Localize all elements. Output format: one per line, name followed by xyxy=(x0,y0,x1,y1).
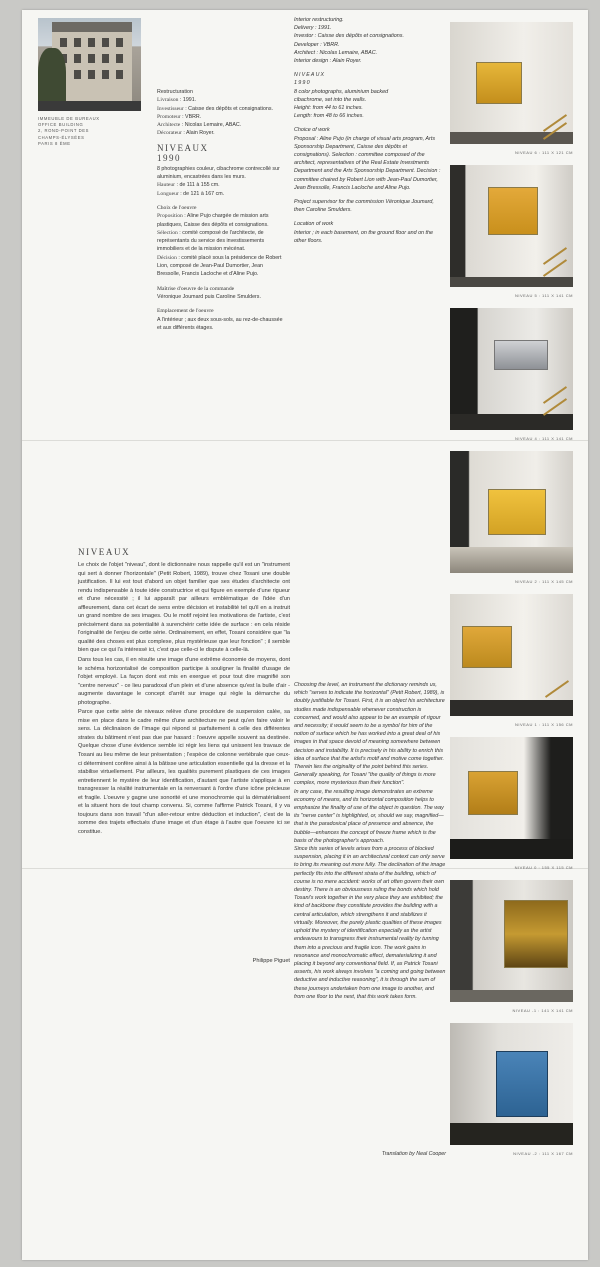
building-caption: IMMEUBLE DE BUREAUX OFFICE BUILDING 2, ROND-POINT DES CHAMPS-ÉLYSÉES PARIS 8 ÈME xyxy=(38,116,100,146)
photo-caption: NIVEAU -1 : 141 X 141 CM xyxy=(512,1008,573,1013)
artwork-photo xyxy=(450,165,573,287)
translation-credit: Translation by Neal Cooper xyxy=(381,1151,446,1157)
photo-caption: NIVEAU 0 : 155 X 115 CM xyxy=(514,865,573,870)
photo-caption: NIVEAU -2 : 111 X 167 CM xyxy=(513,1151,573,1156)
photo-caption: NIVEAU 2 : 111 X 145 CM xyxy=(514,579,573,584)
essay-paragraph: Parce que cette série de niveaux relève d'une procédure de suspension calée, sa mise en place dans le cadre même d'une architecture ne peut qu'en faire valoir le sens. La déclinaison de l'image qui répond si parfaitement à celle des différentes strates du bâtiment n'est pas due par hasard : l'oeuvre appelle souvent sa destinée. Quelque chose d'une évidence semble ici régir les liens qui unissent les travaux de Tosani au lieu même de leur présentation ; l'espèce de colonne vertébrale que ceux-ci déterminent confère ainsi à la bâtisse une articulation essentielle qui la dresse et la stabilise virtuellement. Par ailleurs, les qualités purement plastiques de ces images entretiennent le mystère de leur identification, d'autant que l'artiste s'applique à en transgresser la réalité instrumentale en la renversant à l'ordre d'une icône précieuse et fragile. L'oeuvre y gagne une sonorité et une monochromie qui la dématérialisent et la situent hors de tout champ convenu. Si, comme l'affirme Patrick Tosani, il y va toujours dans son travail "d'un aller-retour entre déduction et induction", c'est de la somme des trajets effectués d'une image et d'un étage à l'autre que l'oeuvre ici se constitue. xyxy=(78,709,290,835)
catalog-page xyxy=(22,10,588,1260)
essay-paragraph: Dans tous les cas, il en résulte une image d'une extrême économie de moyens, dont le schéma horizontalisé de composition participe à souligner la finalité d'usage de l'objet employé. La façon dont est mis en exergue et pour tout dire magnifié son "centre nerveux" - ce lieu paradoxal d'un plein et d'une absence qu'est la bulle d'air - augmente davantage le concept d'arrêt sur image qui règle la démarche du photographe. xyxy=(78,657,290,706)
author-signature: Philippe Piguet xyxy=(252,958,290,964)
english-credits: Interior restructuring. Delivery : 1991. Investor : Caisse des dépôts et consignations. Developer : VBRR. Architect : Nicolas Lemaire, ABAC. Interior design : Alain Royer. NIVEAUX 1990 8 color photographs, aluminium backed cibachrome, set into the walls. Height: from 44 to 61 inches. Length: from 48 to 66 inches. Choice of work Proposal : Aline Pujo (in charge of visual arts program, Arts Sponsorship Department, Caisse des dépôts et consignations). Selection : committee composed of the architect, representatives of the Real Estate Investments Department and the Arts Sponsorship Department. Decision : committee chaired by Robert Lion with Jean-Paul Dumortier, Jean Bressolle, Francis Lacloche and Aline Pujo. Project supervisor for the commission Véronique Joumard, then Caroline Smulders. Location of work Interior ; in each basement, on the ground floor and on the other floors. xyxy=(294,17,441,244)
essay-paragraph: Since this series of levels arises from a process of blocked suspension, placing it in an architectural context can only serve to bring its meaning out more fully. The declination of the image perfectly fits into the different strata of the building, which of course is no mere accident: works of art often govern their own destiny. There is an obviousness ruling the bonds which hold Tosani's work together in the very place they are exhibited; the kind of backbone they constitute provides the building with a central articulation, which strengthens it and stabilizes it virtually. Moreover, the purely plastic qualities of these images uphold the mystery of identification especially as the artist endeavours to transgress their instrumental reality by turning them into a precious and fragile icon. The work gains in resonance and monochromatic effect, dematerializing it and placing it beyond any conventional field. If, as Patrick Tosani asserts, his work always involves "a coming and going between deductive and inductive reasoning", it is through the sum of these journeys undertaken from one image to another, and from one floor to the next, that this work takes form. xyxy=(294,846,446,1000)
artwork-photo xyxy=(450,22,573,144)
essay-title: NIVEAUX xyxy=(78,547,131,557)
photo-caption: NIVEAU 4 : 111 X 141 CM xyxy=(514,436,573,441)
essay-paragraph: Le choix de l'objet "niveau", dont le dictionnaire nous rappelle qu'il est un "instrument qui sert à donner l'horizontale" (Petit Robert, 1989), trouve chez Tosani une double justification. Il lui est tout d'abord un objet familier que ses études d'architecte ont rendu indispensable à toute idée constructrice et qui figure en exemple d'une rigueur et d'une nécessité ; il lui apparaît par ailleurs emblématique de l'idée d'un affleurement, dans cet écart de sens entre décision et instabilité tel qu'il en a instruit un grand nombre de ses images. Ou le motif rejoint les motivations de l'artiste, c'est précisément dans sa potentialité à surenchérir cette idée de surface : en cela réside l'originalité de l'enjeu de cette série. Ordinairement, en effet, Tosani considère que "la qualité des choses est plus complexe, plus mystérieuse que leur fonction" ; il semble bien que ce qui l'a intéressé ici, c'est que celle-ci le dispute à celle-là. xyxy=(78,562,290,654)
artwork-title: NIVEAUX xyxy=(157,142,209,153)
artwork-photo xyxy=(450,451,573,573)
photo-caption: NIVEAU 6 : 111 X 121 CM xyxy=(514,150,573,155)
artwork-photo xyxy=(450,308,573,430)
photo-caption: NIVEAU 1 : 111 X 156 CM xyxy=(514,722,573,727)
essay-english xyxy=(294,681,446,1001)
artwork-photo xyxy=(450,737,573,859)
artwork-photo xyxy=(450,594,573,716)
essay-french xyxy=(78,547,290,838)
french-credits: Restructuration Livraison : 1991. Investisseur : Caisse des dépôts et consignations. Promoteur : VBRR. Architecte : Nicolas Lemaire, ABAC. Décorateur : Alain Royer. NIVEAUX 1990 8 photographies couleur, cibachrome contrecollé sur aluminium, encastrées dans les murs. Hauteur : de 111 à 155 cm. Longueur : de 121 à 167 cm. Choix de l'oeuvre Proposition : Aline Pujo chargée de mission arts plastiques, Caisse des dépôts et consignations. Sélection : comité composé de l'architecte, de représentants du service des investissements immobiliers et de la mission mécénat. Décision : comité placé sous la présidence de Robert Lion, composé de Jean-Paul Dumortier, Jean Bressolle, Francis Lacloche et d'Aline Pujo. Maîtrise d'oeuvre de la commande Véronique Joumard puis Caroline Smulders. Emplacement de l'oeuvre A l'intérieur ; aux deux sous-sols, au rez-de-chaussée et aux différents étages. xyxy=(157,88,287,332)
artwork-photo xyxy=(450,1023,573,1145)
artwork-photo xyxy=(450,880,573,1002)
essay-paragraph: In any case, the resulting image demonstrates an extreme economy of means, and its horizontal composition helps to emphasize the finality of use of the object in question. The way its "nerve center" is highlighted, or, should we say, magnified—that is the paradoxical place of presence and absence, the bubble—enhances the concept of freeze frame which is the basis of the photographer's approach. xyxy=(294,788,444,844)
artwork-year: 1990 xyxy=(157,152,181,163)
photo-caption: NIVEAU 5 : 111 X 141 CM xyxy=(514,293,573,298)
essay-paragraph: Choosing the level, an instrument the dictionary reminds us, which "serves to indicate the horizontal" (Petit Robert, 1989), is doubly justifiable for Tosani. First, it is an object his architecture studies made indispensable whenever construction is concerned, and would also appear to be an example of rigour and necessity; it would seem to be a symbol for him of the notion of surface which he has worked into a great deal of his images in that space devoid of meaning somewhere between decision and instability. It is precisely in his ability to enrich this idea of surface that the artist's motif and motive come together. Therein lies the originality of the point behind this series. Generally speaking, for Tosani "the quality of things is more complex, more mysterious than their function". xyxy=(294,682,445,787)
building-photo xyxy=(38,18,141,111)
